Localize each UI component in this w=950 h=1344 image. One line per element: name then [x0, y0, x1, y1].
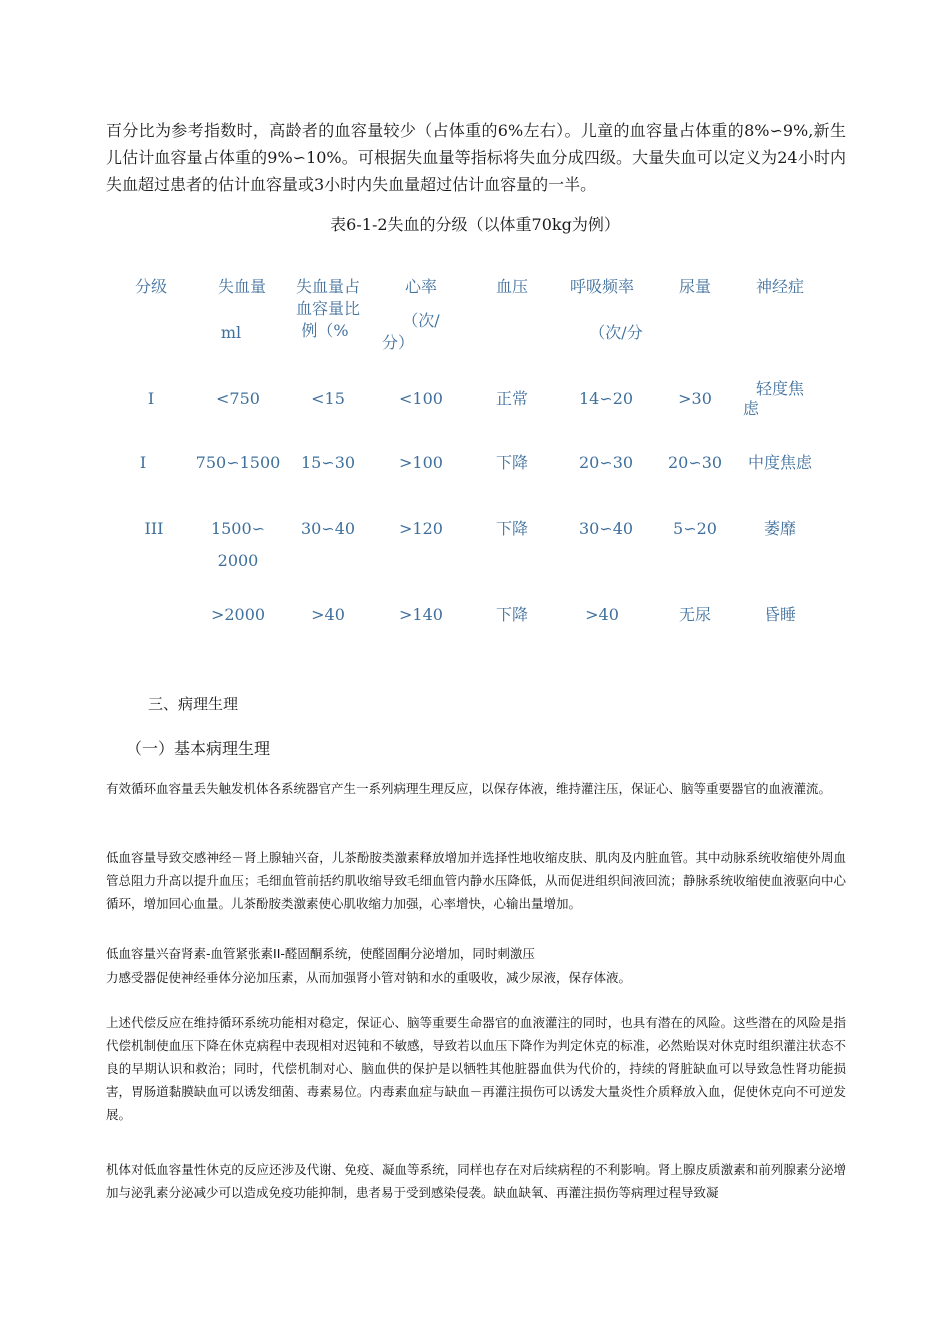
table-cell-neuro: 中度焦虑 — [747, 453, 812, 472]
table-cell-loss: <750 — [216, 389, 260, 408]
table-cell-bp: 正常 — [495, 389, 528, 408]
table-cell-urine: >30 — [678, 389, 712, 408]
table-cell-urine: 20∽30 — [667, 453, 723, 472]
section-heading: 三、病理生理 — [148, 695, 239, 713]
table-cell-grade: I — [147, 389, 155, 408]
body-paragraph: 低血容量导致交感神经－肾上腺轴兴奋，儿茶酚胺类激素释放增加并选择性地收缩皮肤、肌肉及内脏血管。其中动脉系统收缩使外周血管总阻力升高以提升血压；毛细血管前括约肌收缩导致毛细血管内静水压降低，从而促进组织间液回流；静脉系统收缩使血液驱向中心循环，增加回心血量。儿茶酚胺类激素使心肌收缩力加强，心率增快，心输出量增加。 — [106, 850, 846, 911]
header-loss: 失血量 — [217, 277, 266, 296]
table-cell-loss: 750∽1500 — [195, 453, 281, 472]
subsection-heading: （一）基本病理生理 — [126, 739, 271, 758]
header-neuro: 神经症 — [755, 277, 804, 296]
table-cell-heart-rate: >120 — [399, 519, 443, 538]
header-resp-rate-unit: （次/分 — [589, 323, 643, 342]
body-paragraph: 有效循环血容量丢失触发机体各系统器官产生一系列病理生理反应，以保存体液，维持灌注压，保证心、脑等重要器官的血液灌流。 — [106, 781, 832, 796]
table-cell-resp-rate: 20∽30 — [578, 453, 634, 472]
table-cell-neuro: 昏睡 — [763, 605, 796, 624]
header-blood-pressure: 血压 — [495, 277, 528, 296]
header-ratio-line2: 血容量比 — [295, 299, 360, 318]
table-cell-loss: >2000 — [210, 605, 266, 624]
header-grade: 分级 — [134, 277, 167, 296]
body-paragraph: 低血容量兴奋肾素-血管紧张素II-醛固酮系统，使醛固酮分泌增加，同时刺激压 — [106, 946, 535, 961]
header-heart-rate: 心率 — [404, 277, 437, 296]
table-cell-heart-rate: >140 — [399, 605, 443, 624]
table-cell-ratio: 15∽30 — [300, 453, 356, 472]
header-resp-rate: 呼吸频率 — [569, 277, 634, 296]
table-cell-neuro-wrap: 虑 — [742, 399, 759, 418]
table-cell-ratio: <15 — [311, 389, 345, 408]
header-heart-rate-unit2: 分） — [381, 333, 414, 352]
table-cell-bp: 下降 — [495, 519, 528, 538]
table-cell-urine: 5∽20 — [673, 519, 717, 538]
header-ratio-line1: 失血量占 — [295, 277, 360, 296]
table-cell-resp-rate: 30∽40 — [578, 519, 634, 538]
table-cell-neuro: 轻度焦 — [755, 379, 804, 398]
intro-paragraph: 百分比为参考指数时，高龄者的血容量较少（占体重的6%左右）。儿童的血容量占体重的8%∽9%,新生儿估计血容量占体重的9%∽10%。可根据失血量等指标将失血分成四级。大量失血可以定义为24小时内失血超过患者的估计血容量或3小时内失血量超过估计血容量的一半。 — [106, 121, 846, 194]
table-cell-grade: I — [139, 453, 147, 472]
header-heart-rate-unit: （次/ — [402, 311, 440, 330]
body-paragraph: 机体对低血容量性休克的反应还涉及代谢、免疫、凝血等系统，同样也存在对后续病程的不利影响。肾上腺皮质激素和前列腺素分泌增加与泌乳素分泌减少可以造成免疫功能抑制，患者易于受到感染侵袭。缺血缺氧、再灌注损伤等病理过程导致凝 — [106, 1162, 846, 1200]
table-cell-bp: 下降 — [495, 453, 528, 472]
header-urine: 尿量 — [678, 277, 711, 296]
table-cell-resp-rate: 14∽20 — [578, 389, 634, 408]
table-cell-heart-rate: <100 — [399, 389, 443, 408]
table-cell-ratio: 30∽40 — [300, 519, 356, 538]
table-cell-loss: 1500∽ — [210, 519, 266, 538]
table-cell-ratio: >40 — [311, 605, 345, 624]
table-cell-heart-rate: >100 — [399, 453, 443, 472]
blood-loss-table — [0, 0, 950, 660]
header-loss-unit: ml — [220, 323, 242, 342]
header-ratio-line3: 例（% — [301, 321, 349, 340]
table-cell-grade: III — [144, 519, 164, 538]
table-cell-urine: 无尿 — [678, 605, 711, 624]
table-cell-resp-rate: >40 — [585, 605, 619, 624]
body-paragraph: 上述代偿反应在维持循环系统功能相对稳定，保证心、脑等重要生命器官的血液灌注的同时，也具有潜在的风险。这些潜在的风险是指代偿机制使血压下降在休克病程中表现相对迟钝和不敏感，导致若以血压下降作为判定休克的标准，必然贻误对休克时组织灌注状态不良的早期认识和救治；同时，代偿机制对心、脑血供的保护是以牺牲其他脏器血供为代价的，持续的肾脏缺血可以导致急性肾功能损害，胃肠道黏膜缺血可以诱发细菌、毒素易位。内毒素血症与缺血－再灌注损伤可以诱发大量炎性介质释放入血，促使休克向不可逆发展。 — [106, 1015, 846, 1122]
table-cell-bp: 下降 — [495, 605, 528, 624]
table-cell-neuro: 萎靡 — [763, 519, 796, 538]
table-caption: 表6-1-2失血的分级（以体重70kg为例） — [330, 215, 620, 234]
table-cell-loss-wrap: 2000 — [217, 551, 259, 570]
body-paragraph: 力感受器促使神经垂体分泌加压素，从而加强肾小管对钠和水的重吸收，减少尿液，保存体液。 — [106, 970, 632, 985]
